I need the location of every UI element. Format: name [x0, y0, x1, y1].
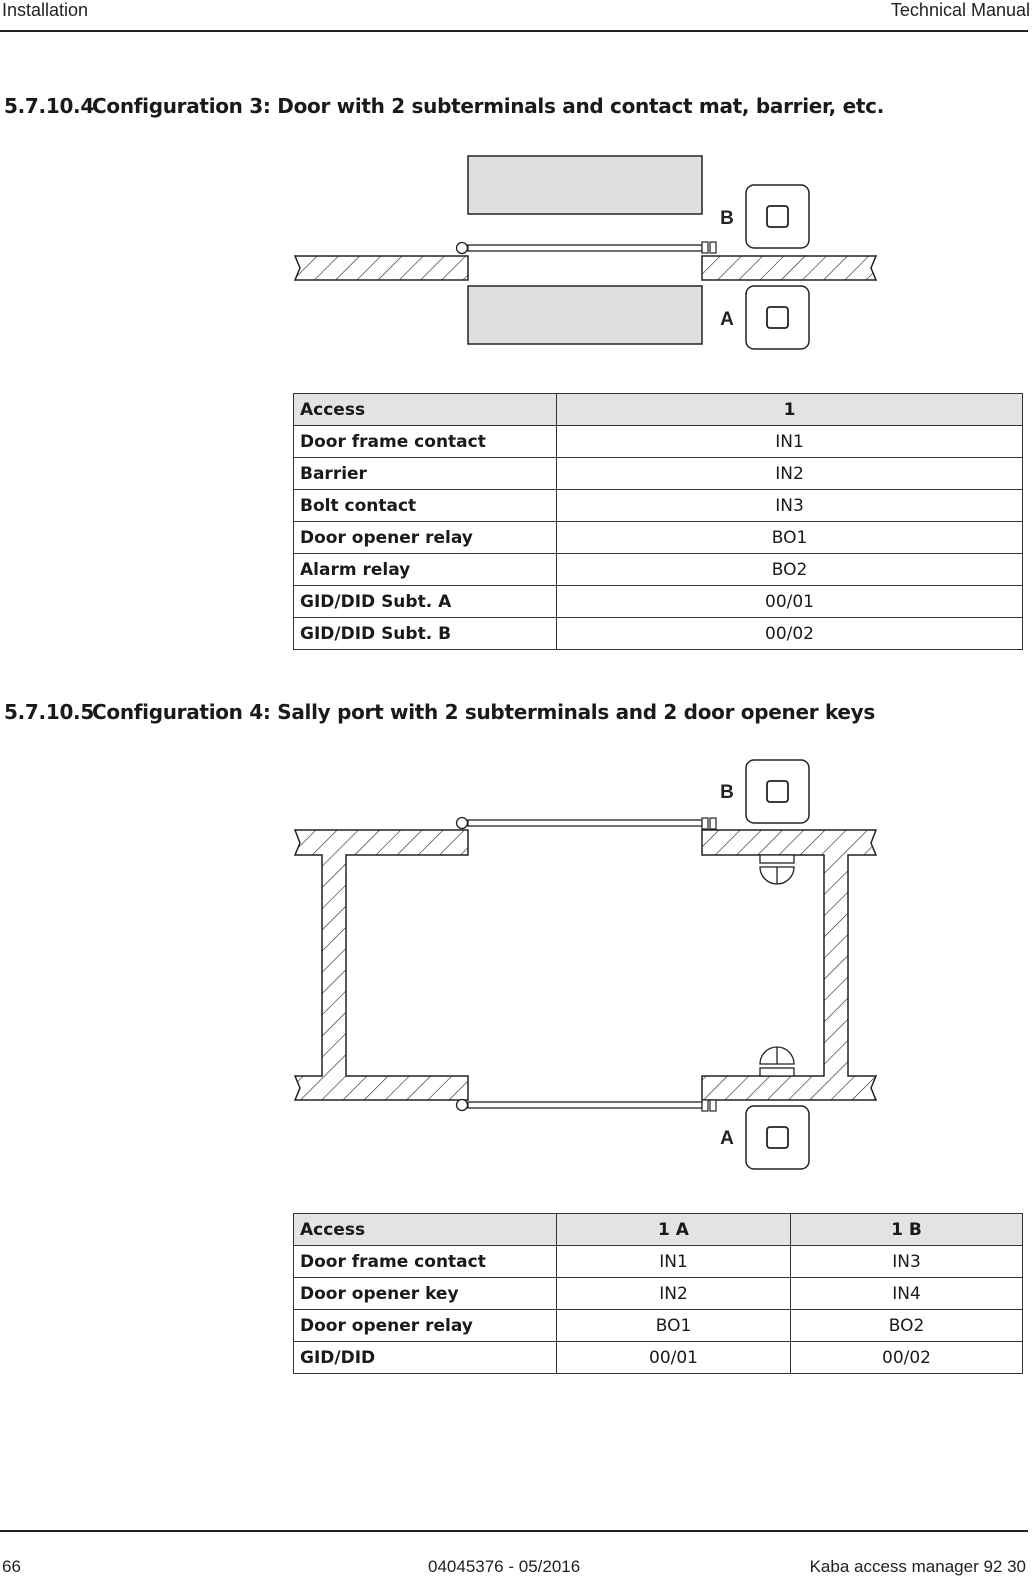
door-leaf-b	[468, 820, 702, 826]
subterminal-a-label: A	[720, 1128, 734, 1149]
section-title: Configuration 4: Sally port with 2 subterminals and 2 door opener keys	[92, 700, 876, 724]
column-header: 1	[557, 394, 1023, 426]
section-number: 5.7.10.4	[4, 94, 94, 118]
row-value: IN3	[557, 490, 1023, 522]
door-lock-b	[702, 818, 708, 829]
door-hinge-a	[457, 1100, 468, 1111]
table-row	[294, 1246, 1023, 1278]
column-header: Access	[294, 1214, 557, 1246]
row-label: GID/DID Subt. A	[294, 586, 557, 618]
row-value: BO1	[557, 522, 1023, 554]
section-title: Configuration 3: Door with 2 subterminals and contact mat, barrier, etc.	[92, 94, 885, 118]
document-number: 04045376 - 05/2016	[428, 1557, 581, 1576]
row-value: 00/02	[791, 1342, 1023, 1374]
row-value: 00/02	[557, 618, 1023, 650]
door-lock-a	[702, 1100, 708, 1111]
subterminal-a-label: A	[720, 309, 734, 330]
row-label: Door frame contact	[294, 1246, 557, 1278]
row-value: BO2	[791, 1310, 1023, 1342]
row-value: BO1	[557, 1310, 791, 1342]
header-rule	[0, 30, 1028, 32]
sally-port-diagram-config-4	[0, 750, 1034, 1180]
row-value: IN1	[557, 426, 1023, 458]
door-leaf-a	[468, 1102, 702, 1108]
row-label: Barrier	[294, 458, 557, 490]
table-row	[294, 458, 1023, 490]
header-document-title: Technical Manual	[890, 0, 1030, 20]
table-row	[294, 490, 1023, 522]
section-heading-config-3	[4, 94, 884, 118]
door-strike	[710, 242, 716, 253]
row-value: IN1	[557, 1246, 791, 1278]
table-header-row	[294, 1214, 1023, 1246]
row-label: Door opener relay	[294, 522, 557, 554]
subterminal-b	[746, 185, 809, 248]
row-label: GID/DID Subt. B	[294, 618, 557, 650]
row-value: IN2	[557, 458, 1023, 490]
door-opener-key-icon	[760, 855, 794, 884]
row-value: 00/01	[557, 1342, 791, 1374]
table-row	[294, 1342, 1023, 1374]
wall-left	[295, 830, 468, 1100]
row-value: IN2	[557, 1278, 791, 1310]
row-label: Door frame contact	[294, 426, 557, 458]
row-value: IN4	[791, 1278, 1023, 1310]
door-hinge-b	[457, 818, 468, 829]
door-hinge	[457, 243, 468, 254]
row-value: BO2	[557, 554, 1023, 586]
wall-right	[702, 256, 876, 280]
section-number: 5.7.10.5	[4, 700, 94, 724]
row-value: IN3	[791, 1246, 1023, 1278]
column-header: 1 A	[557, 1214, 791, 1246]
footer-rule	[0, 1530, 1028, 1532]
row-label: Door opener relay	[294, 1310, 557, 1342]
table-row	[294, 426, 1023, 458]
table-row	[294, 1278, 1023, 1310]
table-header-row	[294, 394, 1023, 426]
config-3-table	[293, 393, 1023, 650]
subterminal-a	[746, 1106, 809, 1169]
row-label: Alarm relay	[294, 554, 557, 586]
page-number: 66	[2, 1557, 21, 1576]
door-strike-b	[710, 818, 716, 829]
subterminal-a	[746, 286, 809, 349]
door-diagram-config-3	[0, 140, 1034, 360]
column-header: Access	[294, 394, 557, 426]
subterminal-b	[746, 760, 809, 823]
product-name: Kaba access manager 92 30	[809, 1557, 1026, 1576]
row-value: 00/01	[557, 586, 1023, 618]
door-strike-a	[710, 1100, 716, 1111]
door-opener-key-icon	[760, 1047, 794, 1076]
contact-mat-a	[468, 286, 702, 344]
config-4-table	[293, 1213, 1023, 1374]
door-lock	[702, 242, 708, 253]
row-label: Bolt contact	[294, 490, 557, 522]
door-leaf	[468, 245, 702, 251]
table-row	[294, 1310, 1023, 1342]
contact-mat-b	[468, 156, 702, 214]
table-row	[294, 522, 1023, 554]
row-label: GID/DID	[294, 1342, 557, 1374]
subterminal-b-label: B	[720, 782, 734, 803]
table-row	[294, 554, 1023, 586]
row-label: Door opener key	[294, 1278, 557, 1310]
table-row	[294, 618, 1023, 650]
header-section: Installation	[2, 0, 89, 20]
section-heading-config-4	[4, 700, 875, 724]
column-header: 1 B	[791, 1214, 1023, 1246]
table-row	[294, 586, 1023, 618]
subterminal-b-label: B	[720, 208, 734, 229]
wall-left	[295, 256, 468, 280]
